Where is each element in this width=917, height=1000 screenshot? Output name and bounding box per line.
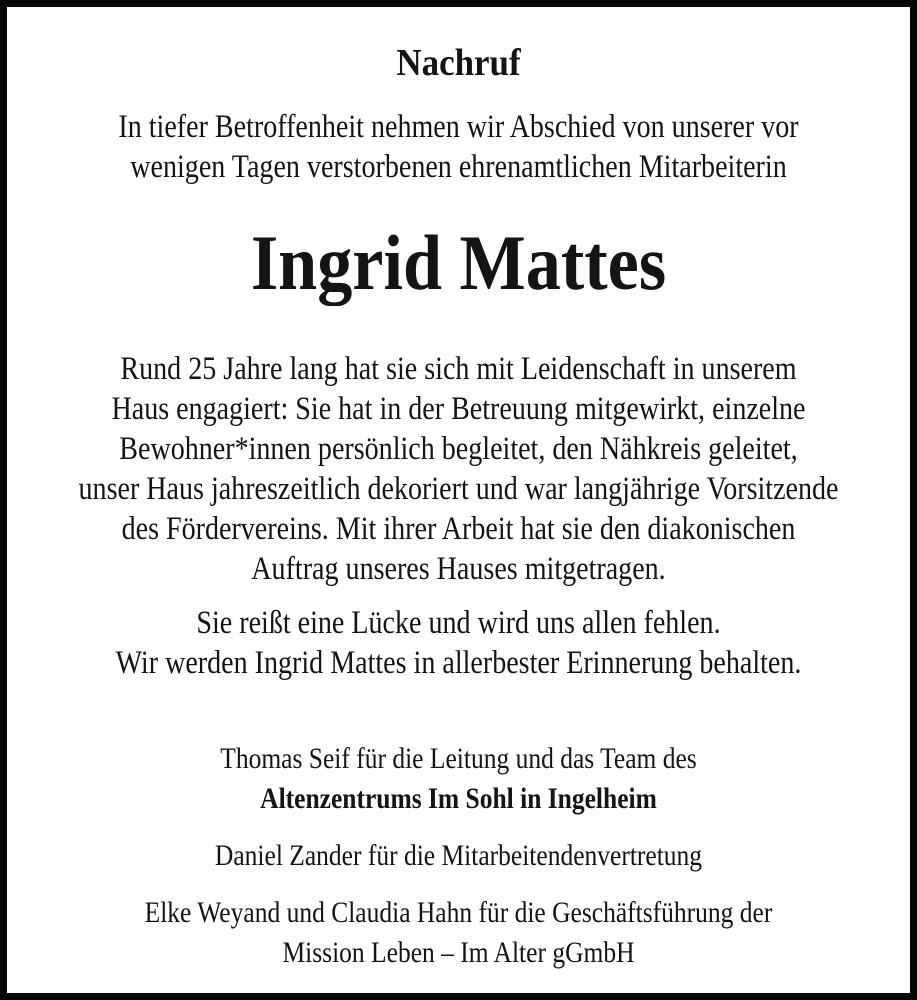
tribute-line: Haus engagiert: Sie hat in der Betreuung mitgewirkt, einzelne — [111, 391, 806, 427]
notice-header — [7, 41, 910, 85]
signature-staff-representation — [7, 836, 910, 876]
signature-leadership-line: Thomas Seif für die Leitung und das Team des — [220, 742, 697, 775]
signature-management-line: Elke Weyand und Claudia Hahn für die Geschäftsführung der — [144, 896, 773, 929]
signature-leadership — [7, 739, 910, 819]
tribute-paragraph — [7, 349, 910, 589]
deceased-name — [7, 219, 910, 306]
farewell-paragraph — [7, 603, 910, 683]
farewell-line: Sie reißt eine Lücke und wird uns allen fehlen. — [196, 605, 721, 641]
intro-line: wenigen Tagen verstorbenen ehrenamtlichen Mitarbeiterin — [130, 149, 787, 185]
notice-header-text: Nachruf — [396, 42, 521, 84]
intro-line: In tiefer Betroffenheit nehmen wir Abschied von unserer vor — [118, 109, 799, 145]
signature-management-line: Mission Leben – Im Alter gGmbH — [282, 936, 635, 969]
tribute-line: unser Haus jahreszeitlich dekoriert und war langjährige Vorsitzende — [78, 471, 839, 507]
tribute-line: Auftrag unseres Hauses mitgetragen. — [251, 551, 666, 587]
farewell-line: Wir werden Ingrid Mattes in allerbester Erinnerung behalten. — [115, 645, 802, 681]
tribute-line: Rund 25 Jahre lang hat sie sich mit Leidenschaft in unserem — [120, 351, 797, 387]
tribute-line: Bewohner*innen persönlich begleitet, den Nähkreis geleitet, — [119, 431, 798, 467]
signature-facility-line: Altenzentrums Im Sohl in Ingelheim — [260, 782, 657, 815]
intro-paragraph — [7, 107, 910, 187]
deceased-name-text: Ingrid Mattes — [250, 219, 667, 306]
tribute-line: des Fördervereins. Mit ihrer Arbeit hat sie den diakonischen — [121, 511, 796, 547]
signature-staff-rep-line: Daniel Zander für die Mitarbeitendenvertretung — [214, 839, 703, 872]
signature-management — [7, 893, 910, 973]
